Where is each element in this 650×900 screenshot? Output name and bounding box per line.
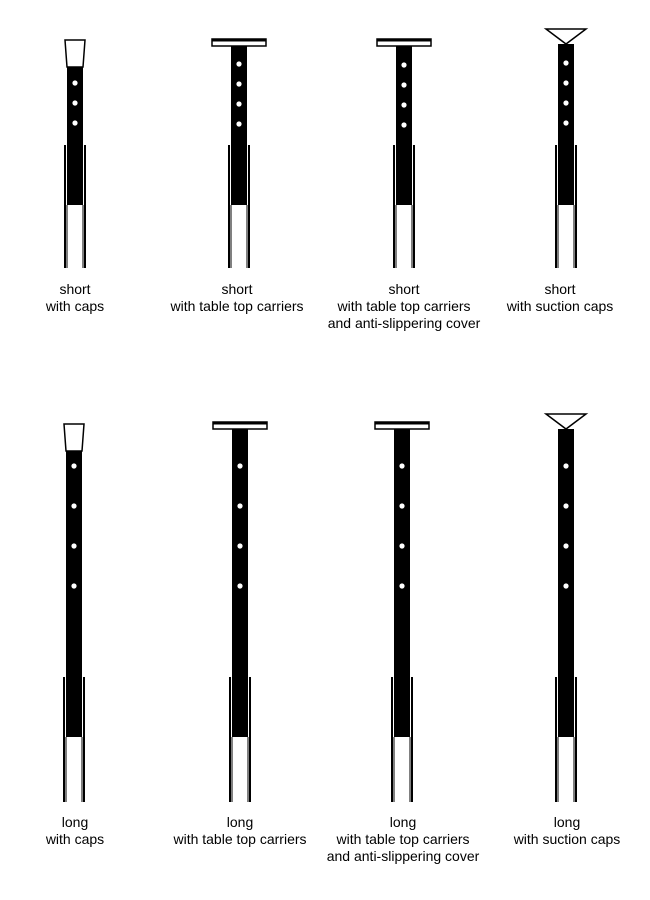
adjustment-hole [563, 120, 568, 125]
adjustment-hole [563, 583, 568, 588]
leg-short-suction-caps [546, 29, 586, 268]
caption-long-suction-caps [482, 814, 650, 848]
adjustment-hole [237, 503, 242, 508]
caption-line: long [553, 814, 581, 830]
adjustment-hole [401, 122, 406, 127]
adjustment-hole [399, 463, 404, 468]
inner-tube [558, 429, 574, 737]
adjustment-hole [236, 101, 241, 106]
caption-short-table-top-carriers [152, 281, 322, 315]
caption-line: short [221, 281, 253, 297]
caption-line: with table top carriers [337, 298, 471, 314]
caption-line: with suction caps [513, 831, 621, 847]
adjustment-hole [72, 100, 77, 105]
adjustment-hole [401, 82, 406, 87]
caption-line: with suction caps [506, 298, 614, 314]
caption-line: short [388, 281, 420, 297]
adjustment-hole [71, 463, 76, 468]
suction-cap-icon [546, 29, 586, 44]
caption-line: long [61, 814, 89, 830]
adjustment-hole [236, 81, 241, 86]
caption-short-suction-caps [475, 281, 645, 315]
inner-tube [394, 429, 410, 737]
adjustment-hole [399, 503, 404, 508]
suction-cap-icon [546, 414, 586, 429]
inner-tube [232, 429, 248, 737]
adjustment-hole [71, 583, 76, 588]
carrier-plate-top [212, 39, 266, 42]
adjustment-hole [563, 543, 568, 548]
caption-line: with table top carriers [170, 298, 304, 314]
caption-line: long [226, 814, 254, 830]
adjustment-hole [71, 503, 76, 508]
caption-short-caps [0, 281, 160, 315]
adjustment-hole [563, 503, 568, 508]
caption-line: with caps [45, 298, 105, 314]
adjustment-hole [399, 543, 404, 548]
adjustment-hole [237, 543, 242, 548]
caption-long-table-top-carriers-cover [318, 814, 488, 865]
caption-line: with table top carriers [336, 831, 470, 847]
adjustment-hole [563, 463, 568, 468]
adjustment-hole [401, 62, 406, 67]
leg-short-table-top-carriers-cover [377, 39, 431, 268]
caption-long-table-top-carriers [155, 814, 325, 848]
leg-short-table-top-carriers [212, 39, 266, 268]
adjustment-hole [401, 102, 406, 107]
adjustment-hole [237, 583, 242, 588]
adjustment-hole [563, 60, 568, 65]
caption-line: with caps [45, 831, 105, 847]
adjustment-hole [563, 80, 568, 85]
adjustment-hole [71, 543, 76, 548]
carrier-plate-top [377, 39, 431, 42]
caption-line: and anti-slippering cover [326, 848, 480, 864]
adjustment-hole [236, 61, 241, 66]
adjustment-hole [72, 120, 77, 125]
caption-line: long [389, 814, 417, 830]
leg-long-table-top-carriers-cover [375, 422, 429, 802]
caption-line: with table top carriers [173, 831, 307, 847]
caption-line: short [544, 281, 576, 297]
adjustment-hole [72, 80, 77, 85]
leg-long-suction-caps [546, 414, 586, 802]
cap-icon [65, 40, 85, 67]
cap-icon [64, 424, 84, 451]
inner-tube [67, 67, 83, 205]
caption-line: and anti-slippering cover [327, 315, 481, 331]
adjustment-hole [236, 121, 241, 126]
adjustment-hole [237, 463, 242, 468]
adjustment-hole [563, 100, 568, 105]
caption-long-caps [0, 814, 160, 848]
adjustment-hole [399, 583, 404, 588]
inner-tube [66, 451, 82, 737]
leg-long-caps [64, 424, 84, 802]
carrier-plate-top [213, 422, 267, 425]
leg-long-table-top-carriers [213, 422, 267, 802]
leg-short-caps [65, 40, 85, 268]
carrier-plate-top [375, 422, 429, 425]
caption-line: short [59, 281, 91, 297]
caption-short-table-top-carriers-cover [319, 281, 489, 332]
